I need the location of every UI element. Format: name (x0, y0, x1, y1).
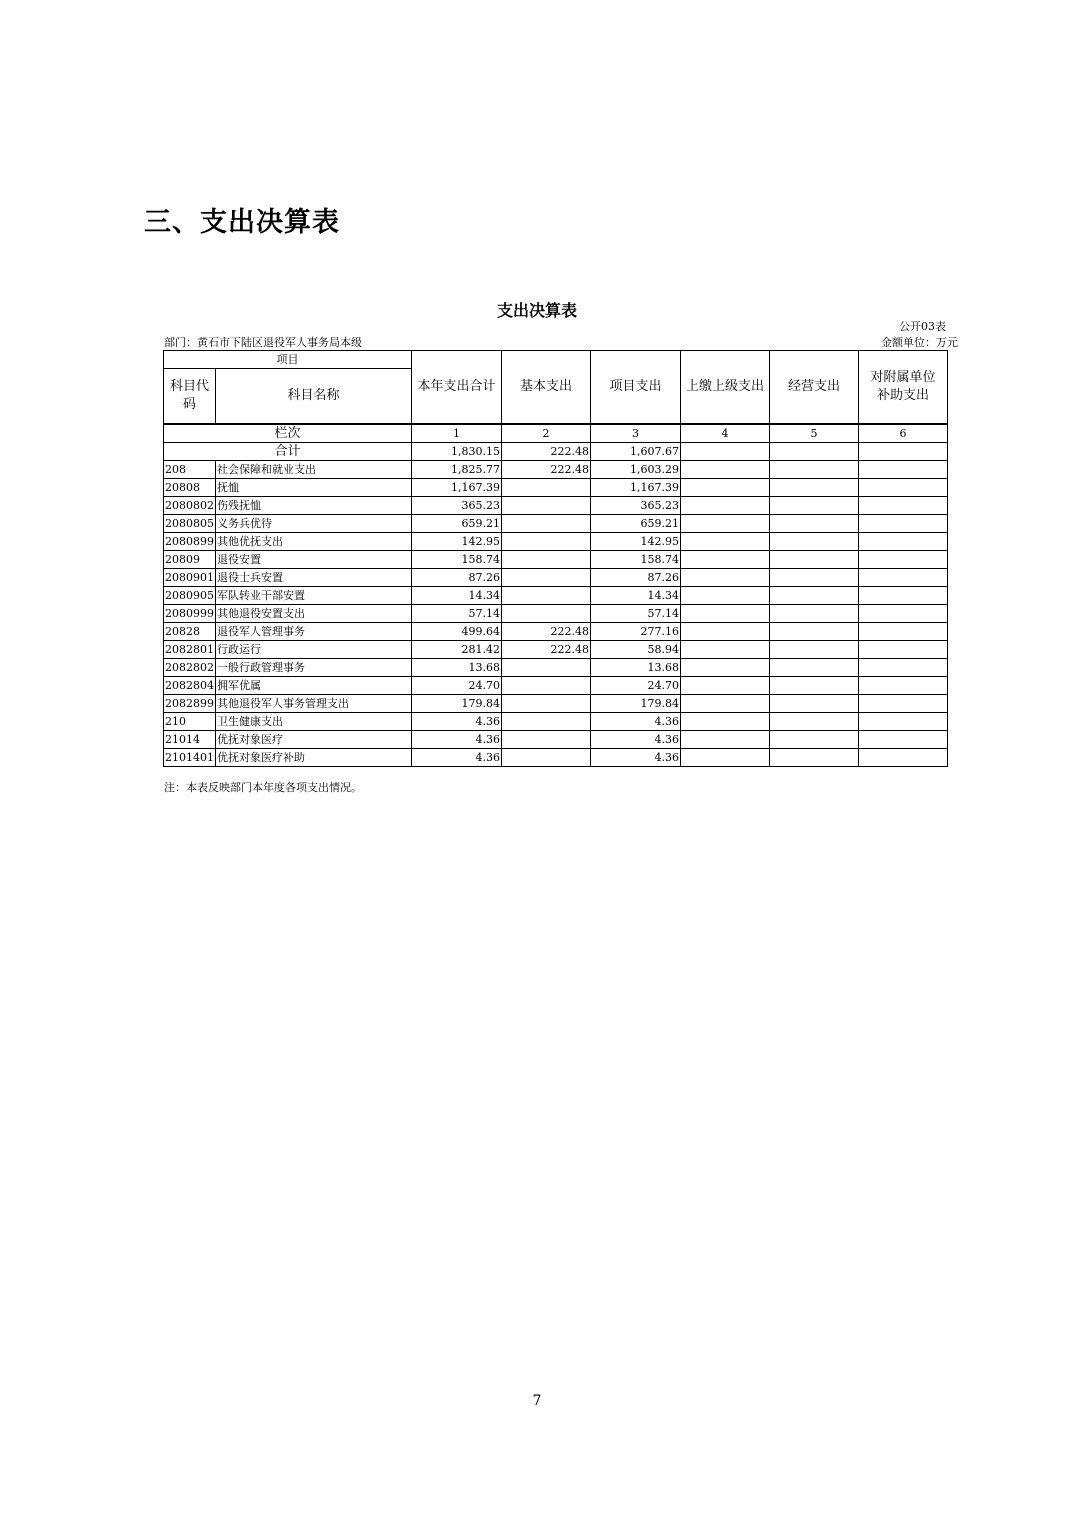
total-row (164, 443, 948, 461)
project-expenditure-cell: 1,603.29 (591, 461, 681, 479)
subject-name-cell: 拥军优属 (216, 677, 412, 695)
header-col5: 经营支出 (770, 351, 859, 425)
total-col4 (681, 443, 770, 461)
subsidiary-subsidy-cell (859, 497, 948, 515)
operating-expenditure-cell (770, 569, 859, 587)
total-expenditure-cell: 4.36 (412, 731, 502, 749)
remit-upper-cell (681, 551, 770, 569)
basic-expenditure-cell (502, 515, 591, 533)
subject-code-cell: 2082804 (164, 677, 216, 695)
index-2: 2 (502, 424, 591, 443)
header-col2: 基本支出 (502, 351, 591, 425)
header-col1: 本年支出合计 (412, 351, 502, 425)
total-expenditure-cell: 57.14 (412, 605, 502, 623)
total-expenditure-cell: 13.68 (412, 659, 502, 677)
header-col4: 上缴上级支出 (681, 351, 770, 425)
subsidiary-subsidy-cell (859, 551, 948, 569)
subsidiary-subsidy-cell (859, 749, 948, 767)
total-label: 合计 (164, 443, 412, 461)
basic-expenditure-cell: 222.48 (502, 461, 591, 479)
basic-expenditure-cell (502, 605, 591, 623)
basic-expenditure-cell (502, 551, 591, 569)
operating-expenditure-cell (770, 461, 859, 479)
operating-expenditure-cell (770, 533, 859, 551)
index-4: 4 (681, 424, 770, 443)
row-index-label: 栏次 (164, 424, 412, 443)
section-heading: 三、支出决算表 (144, 207, 340, 238)
header-col3: 项目支出 (591, 351, 681, 425)
subsidiary-subsidy-cell (859, 587, 948, 605)
department-label: 部门：黄石市下陆区退役军人事务局本级 (164, 336, 362, 349)
project-expenditure-cell: 179.84 (591, 695, 681, 713)
total-expenditure-cell: 1,167.39 (412, 479, 502, 497)
subsidiary-subsidy-cell (859, 659, 948, 677)
subject-name-cell: 义务兵优待 (216, 515, 412, 533)
subject-name-cell: 卫生健康支出 (216, 713, 412, 731)
subject-code-cell: 2080905 (164, 587, 216, 605)
subject-name-cell: 行政运行 (216, 641, 412, 659)
project-expenditure-cell: 13.68 (591, 659, 681, 677)
project-expenditure-cell: 365.23 (591, 497, 681, 515)
table-row (164, 677, 948, 695)
subsidiary-subsidy-cell (859, 695, 948, 713)
total-col6 (859, 443, 948, 461)
table-row (164, 497, 948, 515)
table-row (164, 623, 948, 641)
basic-expenditure-cell (502, 749, 591, 767)
subject-name-cell: 其他退役军人事务管理支出 (216, 695, 412, 713)
table-row (164, 659, 948, 677)
subject-name-cell: 退役军人管理事务 (216, 623, 412, 641)
project-expenditure-cell: 58.94 (591, 641, 681, 659)
subsidiary-subsidy-cell (859, 605, 948, 623)
project-expenditure-cell: 24.70 (591, 677, 681, 695)
remit-upper-cell (681, 461, 770, 479)
subject-name-cell: 退役安置 (216, 551, 412, 569)
remit-upper-cell (681, 533, 770, 551)
project-expenditure-cell: 4.36 (591, 713, 681, 731)
basic-expenditure-cell (502, 497, 591, 515)
subject-code-cell: 2080899 (164, 533, 216, 551)
project-expenditure-cell: 1,167.39 (591, 479, 681, 497)
table-title: 支出决算表 (496, 301, 577, 320)
total-expenditure-cell: 179.84 (412, 695, 502, 713)
expenditure-table (163, 350, 948, 767)
total-expenditure-cell: 4.36 (412, 749, 502, 767)
remit-upper-cell (681, 677, 770, 695)
remit-upper-cell (681, 731, 770, 749)
table-row (164, 695, 948, 713)
index-3: 3 (591, 424, 681, 443)
project-expenditure-cell: 277.16 (591, 623, 681, 641)
table-row (164, 641, 948, 659)
operating-expenditure-cell (770, 641, 859, 659)
project-expenditure-cell: 659.21 (591, 515, 681, 533)
total-expenditure-cell: 158.74 (412, 551, 502, 569)
header-col6: 对附属单位补助支出 (859, 351, 948, 425)
basic-expenditure-cell (502, 677, 591, 695)
total-expenditure-cell: 659.21 (412, 515, 502, 533)
total-expenditure-cell: 281.42 (412, 641, 502, 659)
subject-name-cell: 其他退役安置支出 (216, 605, 412, 623)
project-expenditure-cell: 158.74 (591, 551, 681, 569)
subject-code-cell: 2082802 (164, 659, 216, 677)
total-expenditure-cell: 4.36 (412, 713, 502, 731)
remit-upper-cell (681, 479, 770, 497)
operating-expenditure-cell (770, 713, 859, 731)
total-col3: 1,607.67 (591, 443, 681, 461)
subject-code-cell: 2082899 (164, 695, 216, 713)
basic-expenditure-cell (502, 731, 591, 749)
index-5: 5 (770, 424, 859, 443)
index-6: 6 (859, 424, 948, 443)
total-expenditure-cell: 14.34 (412, 587, 502, 605)
remit-upper-cell (681, 641, 770, 659)
subsidiary-subsidy-cell (859, 677, 948, 695)
subsidiary-subsidy-cell (859, 731, 948, 749)
table-row (164, 749, 948, 767)
subject-code-cell: 208 (164, 461, 216, 479)
remit-upper-cell (681, 659, 770, 677)
basic-expenditure-cell (502, 533, 591, 551)
subject-name-cell: 优抚对象医疗补助 (216, 749, 412, 767)
remit-upper-cell (681, 569, 770, 587)
subsidiary-subsidy-cell (859, 641, 948, 659)
subject-name-cell: 抚恤 (216, 479, 412, 497)
subsidiary-subsidy-cell (859, 461, 948, 479)
basic-expenditure-cell (502, 713, 591, 731)
table-row (164, 569, 948, 587)
total-col5 (770, 443, 859, 461)
remit-upper-cell (681, 749, 770, 767)
project-expenditure-cell: 87.26 (591, 569, 681, 587)
total-col1: 1,830.15 (412, 443, 502, 461)
subject-code-cell: 210 (164, 713, 216, 731)
total-expenditure-cell: 24.70 (412, 677, 502, 695)
header-row-index (164, 424, 948, 443)
subsidiary-subsidy-cell (859, 713, 948, 731)
operating-expenditure-cell (770, 749, 859, 767)
operating-expenditure-cell (770, 497, 859, 515)
subject-name-cell: 社会保障和就业支出 (216, 461, 412, 479)
operating-expenditure-cell (770, 695, 859, 713)
remit-upper-cell (681, 713, 770, 731)
subsidiary-subsidy-cell (859, 623, 948, 641)
subject-name-cell: 退役士兵安置 (216, 569, 412, 587)
project-expenditure-cell: 57.14 (591, 605, 681, 623)
basic-expenditure-cell: 222.48 (502, 641, 591, 659)
table-row (164, 605, 948, 623)
operating-expenditure-cell (770, 731, 859, 749)
header-item: 项目 (164, 351, 412, 369)
project-expenditure-cell: 4.36 (591, 749, 681, 767)
basic-expenditure-cell: 222.48 (502, 623, 591, 641)
operating-expenditure-cell (770, 659, 859, 677)
operating-expenditure-cell (770, 605, 859, 623)
basic-expenditure-cell (502, 695, 591, 713)
amount-unit-label: 金额单位：万元 (881, 336, 958, 349)
remit-upper-cell (681, 605, 770, 623)
subject-name-cell: 其他优抚支出 (216, 533, 412, 551)
header-row-item (164, 351, 948, 369)
form-number: 公开03表 (899, 320, 946, 333)
total-expenditure-cell: 1,825.77 (412, 461, 502, 479)
subject-code-cell: 21014 (164, 731, 216, 749)
subject-code-cell: 2080802 (164, 497, 216, 515)
header-name: 科目名称 (216, 369, 412, 425)
subject-code-cell: 2082801 (164, 641, 216, 659)
table-row (164, 461, 948, 479)
basic-expenditure-cell (502, 587, 591, 605)
remit-upper-cell (681, 515, 770, 533)
operating-expenditure-cell (770, 551, 859, 569)
table-row (164, 713, 948, 731)
subsidiary-subsidy-cell (859, 515, 948, 533)
operating-expenditure-cell (770, 479, 859, 497)
subsidiary-subsidy-cell (859, 533, 948, 551)
table-row (164, 731, 948, 749)
table-row (164, 551, 948, 569)
index-1: 1 (412, 424, 502, 443)
subject-code-cell: 2101401 (164, 749, 216, 767)
total-expenditure-cell: 142.95 (412, 533, 502, 551)
operating-expenditure-cell (770, 515, 859, 533)
remit-upper-cell (681, 587, 770, 605)
project-expenditure-cell: 4.36 (591, 731, 681, 749)
remit-upper-cell (681, 497, 770, 515)
subsidiary-subsidy-cell (859, 569, 948, 587)
basic-expenditure-cell (502, 479, 591, 497)
remit-upper-cell (681, 623, 770, 641)
subject-code-cell: 2080805 (164, 515, 216, 533)
subject-name-cell: 一般行政管理事务 (216, 659, 412, 677)
subject-name-cell: 优抚对象医疗 (216, 731, 412, 749)
table-row (164, 479, 948, 497)
table-row (164, 533, 948, 551)
total-col2: 222.48 (502, 443, 591, 461)
operating-expenditure-cell (770, 587, 859, 605)
subject-name-cell: 伤残抚恤 (216, 497, 412, 515)
subject-code-cell: 2080999 (164, 605, 216, 623)
subject-code-cell: 20809 (164, 551, 216, 569)
header-code: 科目代码 (164, 369, 216, 425)
project-expenditure-cell: 14.34 (591, 587, 681, 605)
subject-code-cell: 20808 (164, 479, 216, 497)
subject-code-cell: 20828 (164, 623, 216, 641)
project-expenditure-cell: 142.95 (591, 533, 681, 551)
remit-upper-cell (681, 695, 770, 713)
operating-expenditure-cell (770, 677, 859, 695)
table-row (164, 515, 948, 533)
total-expenditure-cell: 365.23 (412, 497, 502, 515)
basic-expenditure-cell (502, 569, 591, 587)
table-row (164, 587, 948, 605)
page-number: 7 (532, 1393, 542, 1409)
subject-name-cell: 军队转业干部安置 (216, 587, 412, 605)
subsidiary-subsidy-cell (859, 479, 948, 497)
subject-code-cell: 2080901 (164, 569, 216, 587)
table-footnote: 注：本表反映部门本年度各项支出情况。 (164, 781, 362, 794)
total-expenditure-cell: 87.26 (412, 569, 502, 587)
operating-expenditure-cell (770, 623, 859, 641)
total-expenditure-cell: 499.64 (412, 623, 502, 641)
basic-expenditure-cell (502, 659, 591, 677)
